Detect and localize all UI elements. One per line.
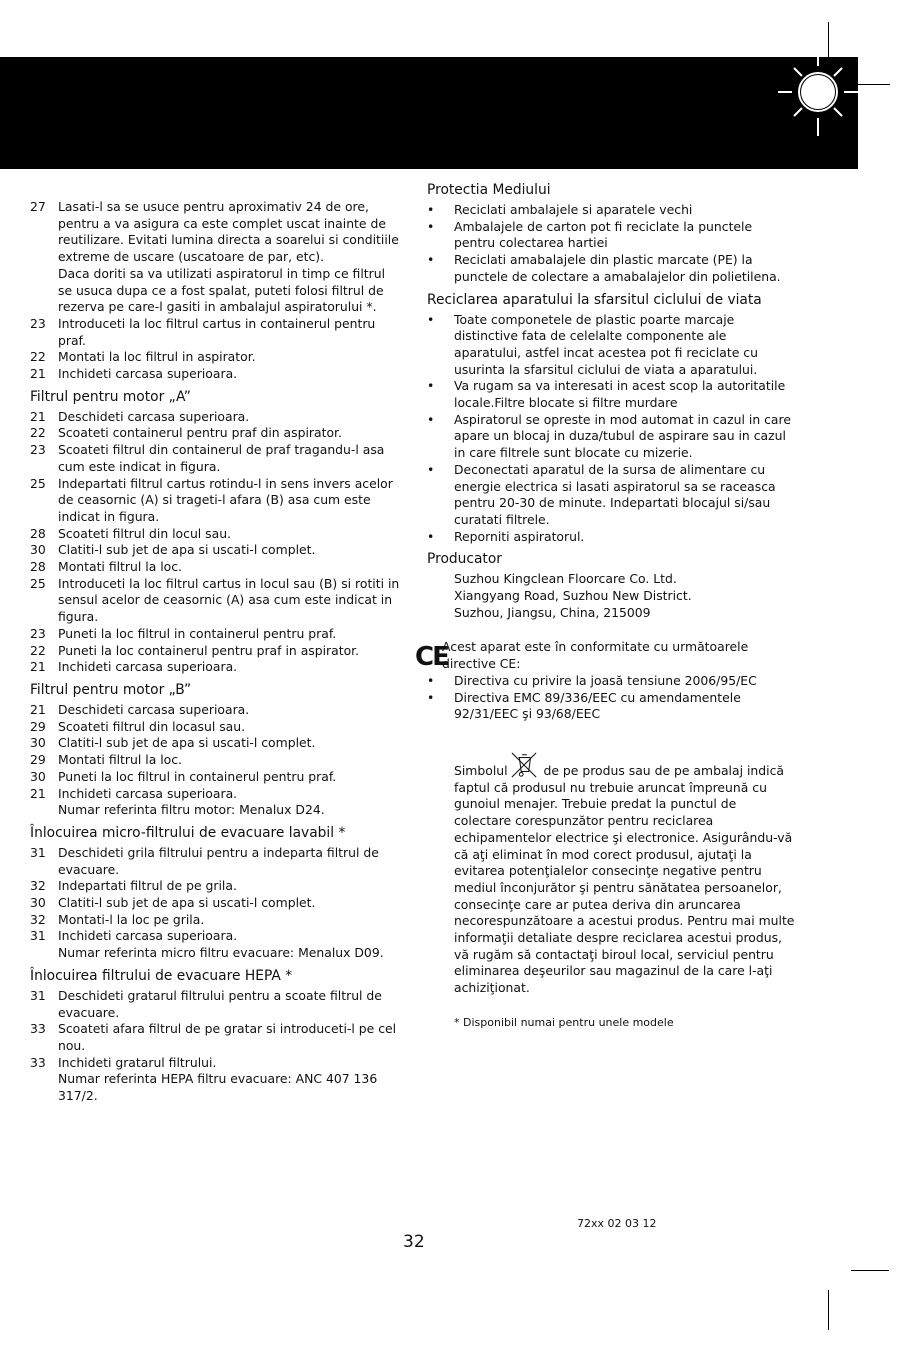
step-text: Inchideti carcasa superioara. [58, 928, 238, 944]
producer-address [427, 571, 797, 621]
address-line [454, 571, 797, 588]
step-number: 22 [30, 425, 46, 441]
recycling-list [427, 312, 797, 546]
step-text: Puneti la loc filtrul in containerul pentru praf. [58, 625, 337, 641]
step-number: 28 [30, 559, 46, 575]
step-number: 23 [30, 625, 46, 641]
heading-motor-filter-b: Filtrul pentru motor „B” [30, 681, 192, 698]
step-item [30, 349, 400, 366]
ce-section [415, 639, 797, 673]
step-text: Introduceti la loc filtrul cartus in containerul pentru praf. [58, 315, 376, 348]
step-item [30, 366, 400, 383]
step-number: 21 [30, 659, 46, 675]
crop-mark-bottom-vertical [828, 1290, 829, 1330]
bullet-dot: • [427, 411, 435, 427]
step-item [30, 476, 400, 526]
step-text: Inchideti carcasa superioara. [58, 785, 238, 801]
bullet-text: Directiva EMC 89/336/EEC cu amendamentele 92/31/EEC şi 93/68/EEC [454, 689, 741, 722]
ref-end: . [93, 1088, 98, 1104]
step-number: 21 [30, 701, 46, 717]
bullet-dot: • [427, 378, 435, 394]
step-text: Montati la loc filtrul in aspirator. [58, 349, 256, 365]
step-item [30, 559, 400, 576]
step-text: Inchideti gratarul filtrului. [58, 1054, 217, 1070]
ref-label: Numar referinta micro filtru evacuare: [58, 945, 299, 961]
bullet-text: Directiva cu privire la joasă tensiune 2006/95/EC [454, 672, 757, 688]
step-item [30, 425, 400, 442]
ref-value: Menalux D24. [239, 802, 325, 818]
address-text: Suzhou Kingclean Floorcare Co. Ltd. [454, 571, 677, 587]
ce-intro: Acest aparat este în conformitate cu următoarele directive CE: [442, 639, 749, 672]
step-number: 27 [30, 199, 46, 214]
step-item [30, 316, 400, 349]
header-banner [0, 57, 858, 169]
step-text: Daca doriti sa va utilizati aspiratorul in timp ce filtrul se usuca dupa ce a fost spalat, puteti folosi filtrul de rezerva pe care-l gasiti in ambalajul aspiratorului *. [58, 265, 386, 315]
step-text: Scoateti containerul pentru praf din aspirator. [58, 425, 342, 441]
step-item [30, 735, 400, 752]
step-item [30, 409, 400, 426]
step-number: 22 [30, 642, 46, 658]
step-number: 21 [30, 366, 46, 382]
step-text: Scoateti filtrul din containerul de praf tragandu-l asa cum este indicat in figura. [58, 442, 385, 474]
step-text: Puneti la loc filtrul in containerul pentru praf. [58, 768, 337, 784]
page-number: 32 [403, 1232, 425, 1252]
step-text: Indepartati filtrul cartus rotindu-l in sens invers acelor de ceasornic (A) si trageti-l afara (B) asa cum este indicat in figura. [58, 475, 393, 524]
steps-micro-filter [30, 845, 400, 945]
bullet-item [427, 529, 797, 546]
bullet-item [427, 412, 797, 462]
step-text: Lasati-l sa se usuce pentru aproximativ 24 de ore, pentru a va asigura ca este complet uscat inainte de reutilizare. Evitati lumina directa a soarelui si conditiile extreme de uscare (uscatoare de par, etc). [58, 199, 399, 265]
step-number: 28 [30, 525, 46, 541]
step-text: Inchideti carcasa superioara. [58, 659, 238, 675]
heading-hepa-filter: Înlocuirea filtrului de evacuare HEPA * [30, 967, 293, 984]
ref-value: Menalux D09 [298, 945, 380, 961]
step-number: 32 [30, 911, 46, 927]
step-item [30, 769, 400, 786]
step-number: 33 [30, 1054, 46, 1070]
step-text: Deschideti carcasa superioara. [58, 701, 250, 717]
heading-producer: Producator [427, 551, 502, 568]
bullet-text: Reporniti aspiratorul. [454, 528, 585, 544]
bullet-dot: • [427, 672, 435, 688]
bullet-item [427, 673, 797, 690]
step-number: 31 [30, 844, 46, 860]
step-text: Montati filtrul la loc. [58, 559, 182, 575]
bullet-item [427, 312, 797, 379]
steps-drying [30, 199, 400, 383]
bullet-item [427, 690, 797, 723]
bullet-dot: • [427, 689, 435, 705]
left-column [30, 199, 400, 1105]
bullet-item [427, 252, 797, 285]
bullet-text: Ambalajele de carton pot fi reciclate la punctele pentru colectarea hartiei [454, 218, 753, 251]
ce-directive-list [427, 673, 797, 723]
ref-label: Numar referinta filtru motor: [58, 802, 240, 818]
step-number: 30 [30, 542, 46, 558]
steps-hepa-filter [30, 988, 400, 1072]
step-text: Inchideti carcasa superioara. [58, 366, 238, 382]
step-number: 25 [30, 575, 46, 591]
heading-micro-filter: Înlocuirea micro-filtrului de evacuare lavabil * [30, 824, 346, 841]
step-number: 21 [30, 408, 46, 424]
crop-mark-bottom-horizontal [851, 1270, 889, 1271]
step-number: 22 [30, 349, 46, 365]
bullet-dot: • [427, 218, 435, 234]
registration-mark-icon [764, 54, 866, 138]
bullet-text: Reciclati ambalajele si aparatele vechi [454, 202, 693, 217]
step-item [30, 719, 400, 736]
step-number: 30 [30, 735, 46, 751]
step-number: 33 [30, 1021, 46, 1037]
step-item [30, 1021, 400, 1054]
ref-motor-filter [30, 802, 400, 819]
step-number: 21 [30, 785, 46, 801]
bullet-item [427, 378, 797, 411]
step-item [30, 895, 400, 912]
step-item [30, 526, 400, 543]
step-item [30, 1055, 400, 1072]
ref-label: Numar referinta HEPA filtru evacuare: [58, 1071, 296, 1087]
address-line [454, 605, 797, 622]
steps-motor-filter-b [30, 702, 400, 802]
bullet-item [427, 462, 797, 529]
step-item [30, 199, 400, 266]
weee-prefix: Simbolul [454, 762, 508, 778]
step-text: Deschideti gratarul filtrului pentru a scoate filtrul de evacuare. [58, 987, 382, 1020]
step-item [30, 845, 400, 878]
step-item [30, 988, 400, 1021]
step-text: Montati-l la loc pe grila. [58, 911, 205, 927]
step-item [30, 928, 400, 945]
bullet-item [427, 202, 797, 219]
ref-hepa-filter [30, 1071, 400, 1104]
ce-mark-icon: CE [415, 642, 448, 673]
address-text: Xiangyang Road, Suzhou New District. [454, 588, 692, 604]
address-text: Suzhou, Jiangsu, China, 215009 [454, 604, 651, 620]
step-item [30, 752, 400, 769]
weee-text: de pe produs sau de pe ambalaj indică faptul că produsul nu trebuie aruncat împreună cu gunoiul menajer. Trebuie predat la punctul de colectare corespunzător pentru reciclarea echipamentelor electrice şi electronice. Asigurându-vă că aţi eliminat în mod corect produsul, ajutaţi la evitarea potenţialelor consecinţe negative pentru mediul înconjurător şi pentru sănătatea persoanelor, consecinţe care ar putea deriva din aruncarea necorespunzătoare a acestui produs. Pentru mai multe informaţii detaliate despre reciclarea acestui produs, vă rugăm să contactaţi biroul local, serviciul pentru eliminarea deşeurilor sau magazinul de la care l-aţi achiziţionat. [454, 762, 795, 996]
bullet-text: Toate componetele de plastic poarte marcaje distinctive fata de celelalte componente ale aparatului, astfel incat acestea pot fi reciclate cu usurinta la sfarsitul ciclului de viata a aparatului. [454, 311, 758, 377]
step-number: 30 [30, 768, 46, 784]
step-number: 23 [30, 315, 46, 331]
step-item [30, 912, 400, 929]
crop-mark-top-vertical [828, 22, 829, 57]
step-item [30, 659, 400, 676]
document-code: 72xx 02 03 12 [577, 1217, 657, 1230]
bullet-dot: • [427, 252, 435, 268]
bullet-text: Va rugam sa va interesati in acest scop la autoritatile locale.Filtre blocate si filtre murdare [454, 378, 786, 411]
step-text: Deschideti carcasa superioara. [58, 408, 250, 424]
step-text: Indepartati filtrul de pe grila. [58, 878, 237, 894]
right-column [415, 181, 797, 1032]
step-number: 31 [30, 987, 46, 1003]
address-line [454, 588, 797, 605]
bullet-item [427, 219, 797, 252]
step-text: Introduceti la loc filtrul cartus in locul sau (B) si rotiti in sensul acelor de ceasornic (A) asa cum este indicat in figura. [58, 575, 400, 625]
step-item [30, 542, 400, 559]
step-text: Scoateti filtrul din locasul sau. [58, 718, 246, 734]
step-number [30, 266, 58, 316]
step-number: 25 [30, 475, 46, 491]
footnote: * Disponibil numai pentru unele modele [454, 1015, 674, 1029]
step-text: Montati filtrul la loc. [58, 752, 182, 768]
step-item [30, 442, 400, 475]
step-text: Deschideti grila filtrului pentru a indeparta filtrul de evacuare. [58, 844, 379, 877]
step-number: 29 [30, 752, 46, 768]
step-number: 29 [30, 718, 46, 734]
bullet-dot: • [427, 461, 435, 477]
step-item [30, 266, 400, 316]
ref-micro-filter [30, 945, 400, 962]
heading-environment: Protectia Mediului [427, 182, 551, 198]
step-number: 23 [30, 442, 46, 458]
step-item [30, 626, 400, 643]
step-text: Clatiti-l sub jet de apa si uscati-l complet. [58, 895, 316, 911]
step-number: 30 [30, 895, 46, 911]
bullet-dot: • [427, 202, 435, 217]
heading-motor-filter-a: Filtrul pentru motor „A” [30, 388, 191, 405]
bullet-text: Reciclati amabalajele din plastic marcate (PE) la punctele de colectare a amabalajelor din polietilena. [454, 252, 781, 284]
step-number: 31 [30, 928, 46, 944]
step-text: Scoateti afara filtrul de pe gratar si introduceti-l pe cel nou. [58, 1021, 397, 1053]
ref-value: ANC 407 136 317/2 [58, 1071, 378, 1104]
step-item [30, 643, 400, 660]
step-item [30, 702, 400, 719]
step-item [30, 786, 400, 803]
bullet-text: Deconectati aparatul de la sursa de alimentare cu energie electrica si lasati aspiratorul sa se raceasca pentru 20-30 de minute. Indepartati blocajul si/sau curatati filtrele. [454, 461, 776, 527]
environment-list [427, 202, 797, 286]
step-text: Clatiti-l sub jet de apa si uscati-l complet. [58, 542, 316, 558]
step-text: Clatiti-l sub jet de apa si uscati-l complet. [58, 735, 316, 751]
heading-recycling: Reciclarea aparatului la sfarsitul ciclului de viata [427, 291, 762, 308]
step-item [30, 878, 400, 895]
crossed-bin-icon [508, 751, 540, 779]
bullet-text: Aspiratorul se opreste in mod automat in cazul in care apare un blocaj in duza/tubul de aspirare sau in cazul in care filtrele sunt blocate cu mizerie. [454, 411, 791, 461]
step-text: Scoateti filtrul din locul sau. [58, 525, 232, 541]
bullet-dot: • [427, 528, 435, 544]
ref-end: . [379, 945, 384, 961]
step-number: 32 [30, 878, 46, 894]
step-text: Puneti la loc containerul pentru praf in aspirator. [58, 642, 360, 658]
step-item [30, 576, 400, 626]
bullet-dot: • [427, 311, 435, 327]
steps-motor-filter-a [30, 409, 400, 676]
weee-paragraph [427, 751, 797, 997]
